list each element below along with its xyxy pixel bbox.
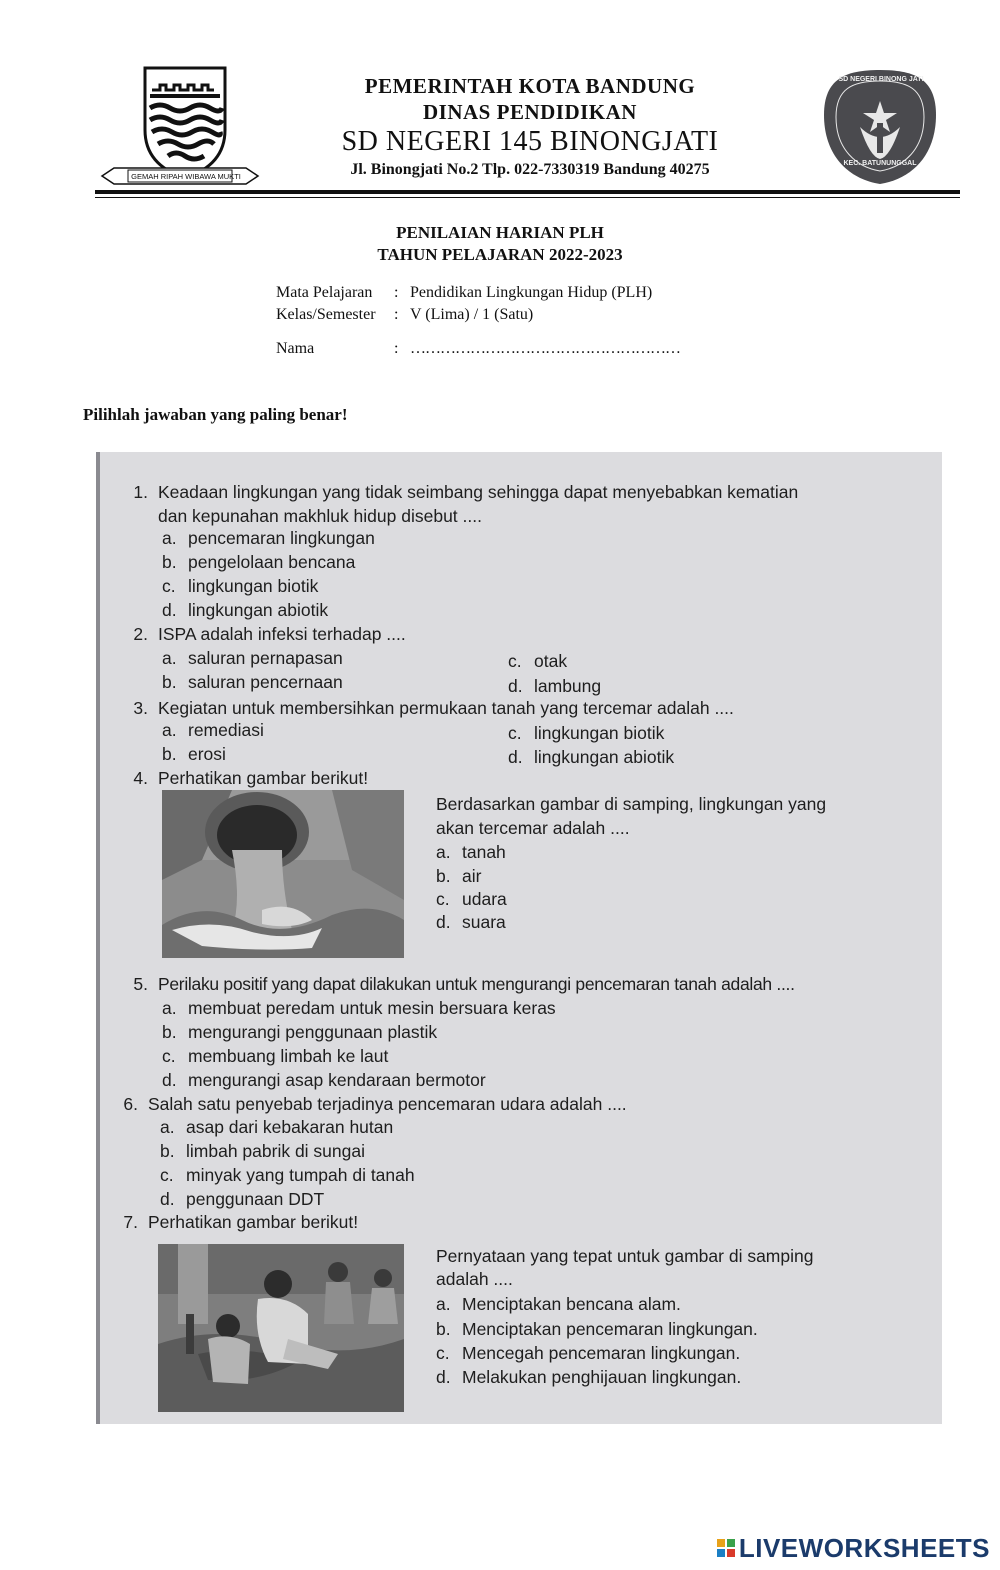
option-5c[interactable]: c. membuang limbah ke laut (162, 1046, 389, 1066)
school-badge-icon (820, 67, 940, 187)
header-rule-thin (95, 197, 960, 198)
name-row: Nama : ……………………………………………… (276, 338, 680, 360)
name-label: Nama (276, 340, 315, 357)
option-7d[interactable]: d. Melakukan penghijauan lingkungan. (436, 1367, 742, 1387)
option-1a[interactable]: a. pencemaran lingkungan (162, 528, 375, 548)
subject-row: Mata Pelajaran : Pendidikan Lingkungan Hidup (PLH) (276, 282, 680, 304)
class-value: V (Lima) / 1 (Satu) (410, 306, 534, 323)
question-text: ISPA adalah infeksi terhadap .... (158, 624, 406, 644)
option-5b[interactable]: b. mengurangi penggunaan plastik (162, 1022, 438, 1042)
option-4a[interactable]: a. tanah (436, 842, 506, 862)
school-name: SD NEGERI 145 BINONGJATI (341, 126, 719, 157)
children-planting-tree-photo (158, 1244, 404, 1412)
emblem-motto: GEMAH RIPAH WIBAWA MUKTI (131, 172, 241, 181)
subject-value: Pendidikan Lingkungan Hidup (PLH) (410, 284, 653, 301)
option-1d[interactable]: d. lingkungan abiotik (162, 600, 329, 620)
pipe-waste-discharge-photo (162, 790, 404, 958)
badge-bottom-text: KEC. BATUNUNGGAL (843, 160, 917, 167)
question-number: 5. (133, 974, 148, 994)
name-field[interactable]: ……………………………………………… (410, 340, 680, 357)
option-2c[interactable]: c. otak (508, 651, 568, 671)
question-7-prompt-line1: Pernyataan yang tepat untuk gambar di samping (436, 1246, 814, 1266)
question-text: Perilaku positif yang dapat dilakukan untuk mengurangi pencemaran tanah adalah .... (158, 974, 795, 994)
option-6a[interactable]: a. asap dari kebakaran hutan (160, 1117, 394, 1137)
question-text: Kegiatan untuk membersihkan permukaan tanah yang tercemar adalah .... (158, 698, 734, 718)
question-7-prompt-line2: adalah .... (436, 1269, 513, 1289)
scanned-question-sheet (96, 452, 942, 1424)
exam-title (0, 222, 1000, 266)
question-text: Perhatikan gambar berikut! (148, 1212, 359, 1232)
brand-name: LIVEWORKSHEETS (738, 1532, 990, 1563)
option-4c[interactable]: c. udara (436, 889, 507, 909)
question-number: 4. (133, 768, 148, 788)
letterhead (90, 55, 960, 195)
bandung-city-emblem-icon (100, 60, 260, 185)
badge-top-text: SD NEGERI BINONG JATI (838, 76, 924, 83)
option-4b[interactable]: b. air (436, 866, 482, 886)
option-6b[interactable]: b. limbah pabrik di sungai (160, 1141, 365, 1161)
question-number: 7. (123, 1212, 138, 1232)
option-6c[interactable]: c. minyak yang tumpah di tanah (160, 1165, 415, 1185)
option-5a[interactable]: a. membuat peredam untuk mesin bersuara keras (162, 998, 556, 1018)
option-3c[interactable]: c. lingkungan biotik (508, 723, 665, 743)
option-2d[interactable]: d. lambung (508, 676, 602, 696)
option-6d[interactable]: d. penggunaan DDT (160, 1189, 325, 1209)
class-label: Kelas/Semester (276, 306, 376, 323)
question-text: Salah satu penyebab terjadinya pencemaran udara adalah .... (148, 1094, 627, 1114)
liveworksheets-logo-icon (717, 1539, 735, 1557)
question-number: 6. (123, 1094, 138, 1114)
question-4-prompt-line1: Berdasarkan gambar di samping, lingkungan yang (436, 794, 827, 814)
option-7c[interactable]: c. Mencegah pencemaran lingkungan. (436, 1343, 741, 1363)
option-7a[interactable]: a. Menciptakan bencana alam. (436, 1294, 681, 1314)
department-name: DINAS PENDIDIKAN (423, 100, 637, 124)
liveworksheets-brand (717, 1533, 990, 1563)
government-name: PEMERINTAH KOTA BANDUNG (364, 74, 696, 98)
option-3b[interactable]: b. erosi (162, 744, 226, 764)
option-5d[interactable]: d. mengurangi asap kendaraan bermotor (162, 1070, 486, 1090)
instruction-text: Pilihlah jawaban yang paling benar! (83, 405, 348, 424)
school-heading (280, 73, 780, 181)
option-3d[interactable]: d. lingkungan abiotik (508, 747, 675, 767)
question-number: 1. (133, 482, 148, 502)
question-1-continued: dan kepunahan makhluk hidup disebut .... (158, 506, 482, 526)
option-1c[interactable]: c. lingkungan biotik (162, 576, 319, 596)
option-3a[interactable]: a. remediasi (162, 720, 264, 740)
question-text: Perhatikan gambar berikut! (158, 768, 369, 788)
option-7b[interactable]: b. Menciptakan pencemaran lingkungan. (436, 1319, 758, 1339)
option-4d[interactable]: d. suara (436, 912, 506, 932)
question-4-prompt-line2: akan tercemar adalah .... (436, 818, 630, 838)
question-number: 2. (133, 624, 148, 644)
exam-title-line1: PENILAIAN HARIAN PLH (396, 223, 604, 242)
subject-label: Mata Pelajaran (276, 284, 373, 301)
option-2b[interactable]: b. saluran pencernaan (162, 672, 343, 692)
question-number: 3. (133, 698, 148, 718)
exam-info (276, 282, 680, 360)
school-address: Jl. Binongjati No.2 Tlp. 022-7330319 Bandung 40275 (350, 161, 710, 178)
option-2a[interactable]: a. saluran pernapasan (162, 648, 343, 668)
exam-title-line2: TAHUN PELAJARAN 2022-2023 (377, 245, 623, 264)
class-row: Kelas/Semester : V (Lima) / 1 (Satu) (276, 304, 680, 326)
option-1b[interactable]: b. pengelolaan bencana (162, 552, 356, 572)
question-text: Keadaan lingkungan yang tidak seimbang sehingga dapat menyebabkan kematian (158, 482, 799, 502)
header-rule-thick (95, 190, 960, 194)
